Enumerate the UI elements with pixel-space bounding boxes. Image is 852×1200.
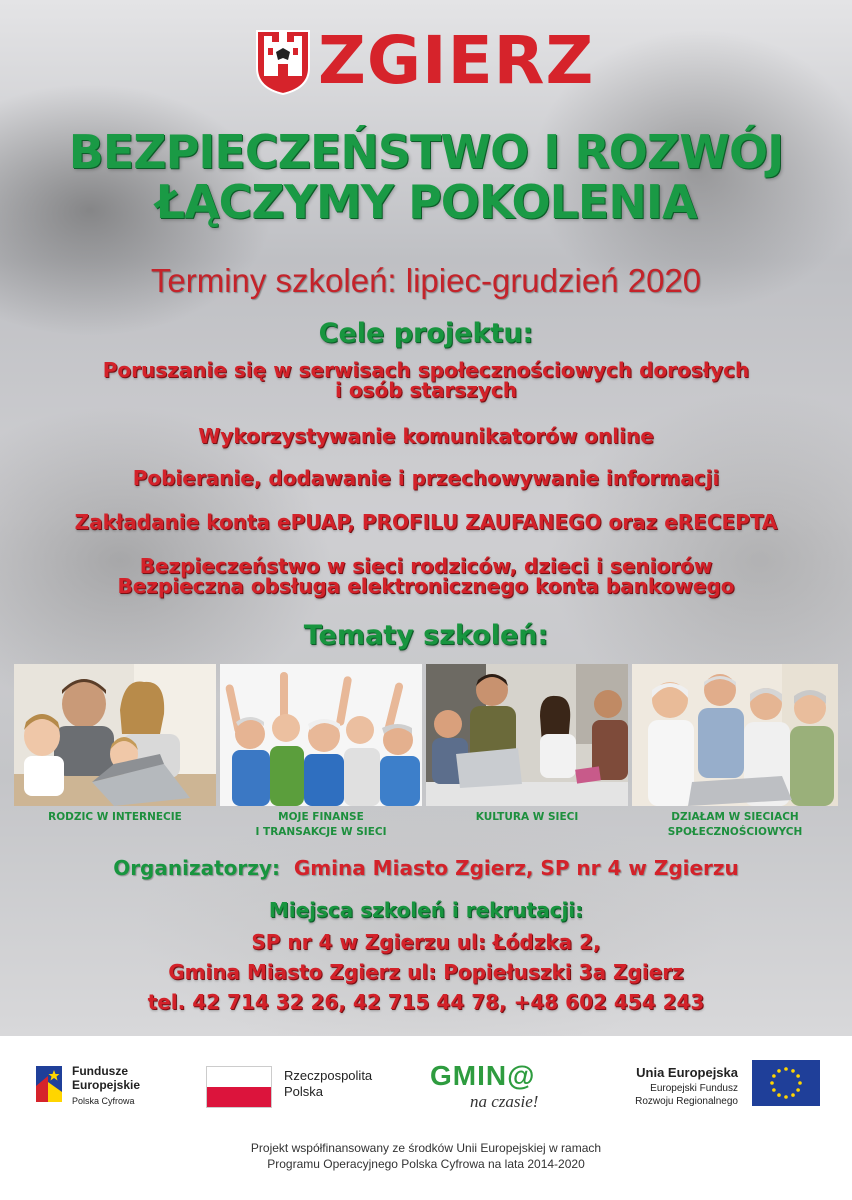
locations-heading: Miejsca szkoleń i rekrutacji:	[268, 898, 584, 922]
eu-star-icon	[798, 1081, 802, 1085]
topic-caption	[426, 810, 628, 825]
poster-title-line1: BEZPIECZEŃSTWO I ROZWÓJ	[68, 125, 784, 179]
topic-caption-line: RODZIC W INTERNECIE	[48, 811, 182, 823]
goal-item: Bezpieczna obsługa elektronicznego konta bankowego	[117, 574, 735, 598]
topics-heading: Tematy szkoleń:	[303, 620, 549, 651]
goal-item: Poruszanie się w serwisach społecznościowych dorosłych	[102, 358, 750, 382]
eu-star-icon	[784, 1067, 788, 1071]
fundusze-europejskie-logo-icon	[32, 1062, 66, 1106]
poster-title-line2: ŁĄCZYMY POKOLENIA	[155, 175, 697, 229]
topic-photos	[14, 664, 838, 806]
rp-logo-text	[284, 1068, 372, 1100]
eu-star-icon	[770, 1081, 774, 1085]
eu-star-icon	[777, 1069, 781, 1073]
goals-heading: Cele projektu:	[318, 318, 534, 349]
goal-item: Pobieranie, dodawanie i przechowywanie informacji	[132, 466, 720, 490]
fe-line: Fundusze	[72, 1064, 128, 1078]
young-people-laptops-photo	[426, 664, 628, 806]
topic-caption	[632, 810, 838, 840]
cofinancing-note	[0, 1140, 852, 1172]
organizers	[0, 856, 852, 880]
rp-line: Polska	[284, 1084, 324, 1099]
gmina-logo-sub: na czasie!	[470, 1092, 539, 1111]
organizers-label: Organizatorzy:	[113, 856, 280, 880]
fe-line: Europejskie	[72, 1078, 141, 1092]
ue-logo-text	[610, 1064, 738, 1108]
topic-caption-line: SPOŁECZNOŚCIOWYCH	[667, 826, 803, 838]
eu-star-icon	[784, 1095, 788, 1099]
eu-star-icon	[777, 1093, 781, 1097]
fe-logo-text	[72, 1064, 140, 1108]
goal-item: Bezpieczeństwo w sieci rodziców, dzieci i seniorów	[139, 554, 713, 578]
goal-item: i osób starszych	[335, 378, 517, 402]
eu-star-icon	[772, 1074, 776, 1078]
goal-item: Zakładanie konta ePUAP, PROFILU ZAUFANEGO oraz eRECEPTA	[74, 510, 778, 534]
polish-flag-icon	[206, 1066, 272, 1108]
city-name: ZGIERZ	[318, 22, 595, 99]
organizers-value: Gmina Miasto Zgierz, SP nr 4 w Zgierzu	[293, 856, 739, 880]
eu-star-icon	[772, 1088, 776, 1092]
location-line: Gmina Miasto Zgierz ul: Popiełuszki 3a Zgierz	[168, 960, 684, 984]
cheering-seniors-photo	[220, 664, 422, 806]
ue-line: Unia Europejska	[636, 1065, 738, 1080]
footer-logos	[0, 1036, 852, 1200]
header	[0, 22, 852, 99]
location-line: SP nr 4 w Zgierzu ul: Łódzka 2,	[251, 930, 601, 954]
topic-caption-line: MOJE FINANSE	[278, 811, 364, 823]
topic-caption-line: DZIAŁAM W SIECIACH	[671, 811, 799, 823]
note-line: Projekt współfinansowany ze środków Unii Europejskiej w ramach	[250, 1141, 602, 1155]
training-dates: Terminy szkoleń: lipiec-grudzień 2020	[150, 262, 702, 299]
gmina-logo-main: GMIN@	[430, 1060, 536, 1091]
rp-line: Rzeczpospolita	[284, 1068, 373, 1083]
fe-line: Polska Cyfrowa	[72, 1096, 135, 1106]
phone-numbers: tel. 42 714 32 26, 42 715 44 78, +48 602 454 243	[147, 990, 705, 1014]
eu-star-icon	[796, 1074, 800, 1078]
note-line: Programu Operacyjnego Polska Cyfrowa na lata 2014-2020	[267, 1157, 585, 1171]
topic-caption-line: KULTURA W SIECI	[475, 811, 579, 823]
goal-item: Wykorzystywanie komunikatorów online	[198, 424, 654, 448]
eu-star-icon	[791, 1093, 795, 1097]
eu-star-icon	[796, 1088, 800, 1092]
seniors-group-laptop-photo	[632, 664, 838, 806]
ue-line: Europejski Fundusz	[650, 1083, 738, 1094]
ue-line: Rozwoju Regionalnego	[635, 1096, 738, 1107]
topic-caption	[14, 810, 216, 825]
eu-star-icon	[791, 1069, 795, 1073]
topic-caption	[220, 810, 422, 840]
eu-flag-icon	[752, 1060, 820, 1106]
zgierz-coat-of-arms-icon	[254, 28, 312, 96]
family-laptop-photo	[14, 664, 216, 806]
topic-caption-line: I TRANSAKCJE W SIECI	[255, 826, 387, 838]
